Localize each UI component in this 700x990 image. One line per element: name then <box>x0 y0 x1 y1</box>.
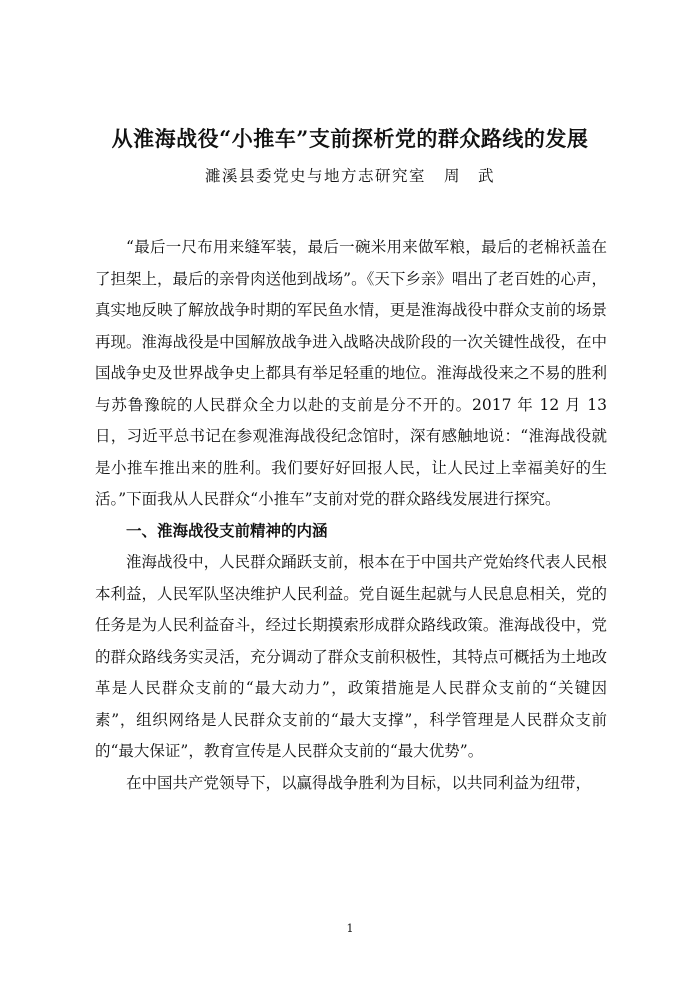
author-organization: 濉溪县委党史与地方志研究室 <box>204 167 426 185</box>
section-heading: 一、淮海战役支前精神的内涵 <box>126 521 328 540</box>
page-number: 1 <box>346 922 354 935</box>
byline <box>60 164 640 188</box>
author-name: 周 武 <box>444 167 496 185</box>
paragraph-section-1: 淮海战役中，人民群众踊跃支前，根本在于中国共产党始终代表人民根本利益，人民军队坚决维护人民利益。党自诞生起就与人民息息相关，党的任务是为人民利益奋斗，经过长期摸索形成群众路线政策。淮海战役中，党的群众路线务实灵活，充分调动了群众支前积极性，其特点可概括为土地改革是人民群众支前的“最大动力”，政策措施是人民群众支前的“关键因素”，组织网络是人民群众支前的“最大支撑”，科学管理是人民群众支前的“最大保证”，教育宣传是人民群众支前的“最大优势”。 <box>95 553 607 760</box>
document-body <box>95 232 607 799</box>
paragraph-continuation: 在中国共产党领导下，以赢得战争胜利为目标，以共同利益为纽带， <box>126 773 592 792</box>
document-title: 从淮海战役“小推车”支前探析党的群众路线的发展 <box>111 126 589 151</box>
paragraph-intro: “最后一尺布用来缝军装，最后一碗米用来做军粮，最后的老棉袄盖在了担架上，最后的亲骨肉送他到战场”。《天下乡亲》唱出了老百姓的心声，真实地反映了解放战争时期的军民鱼水情，更是淮海战役中群众支前的场景再现。淮海战役是中国解放战争进入战略决战阶段的一次关键性战役，在中国战争史及世界战争史上都具有举足轻重的地位。淮海战役来之不易的胜利与苏鲁豫皖的人民群众全力以赴的支前是分不开的。2017 年 12 月 13 日，习近平总书记在参观淮海战役纪念馆时，深有感触地说：“淮海战役就是小推车推出来的胜利。我们要好好回报人民，让人民过上幸福美好的生活。”下面我从人民群众“小推车”支前对党的群众路线发展进行探究。 <box>95 238 607 508</box>
